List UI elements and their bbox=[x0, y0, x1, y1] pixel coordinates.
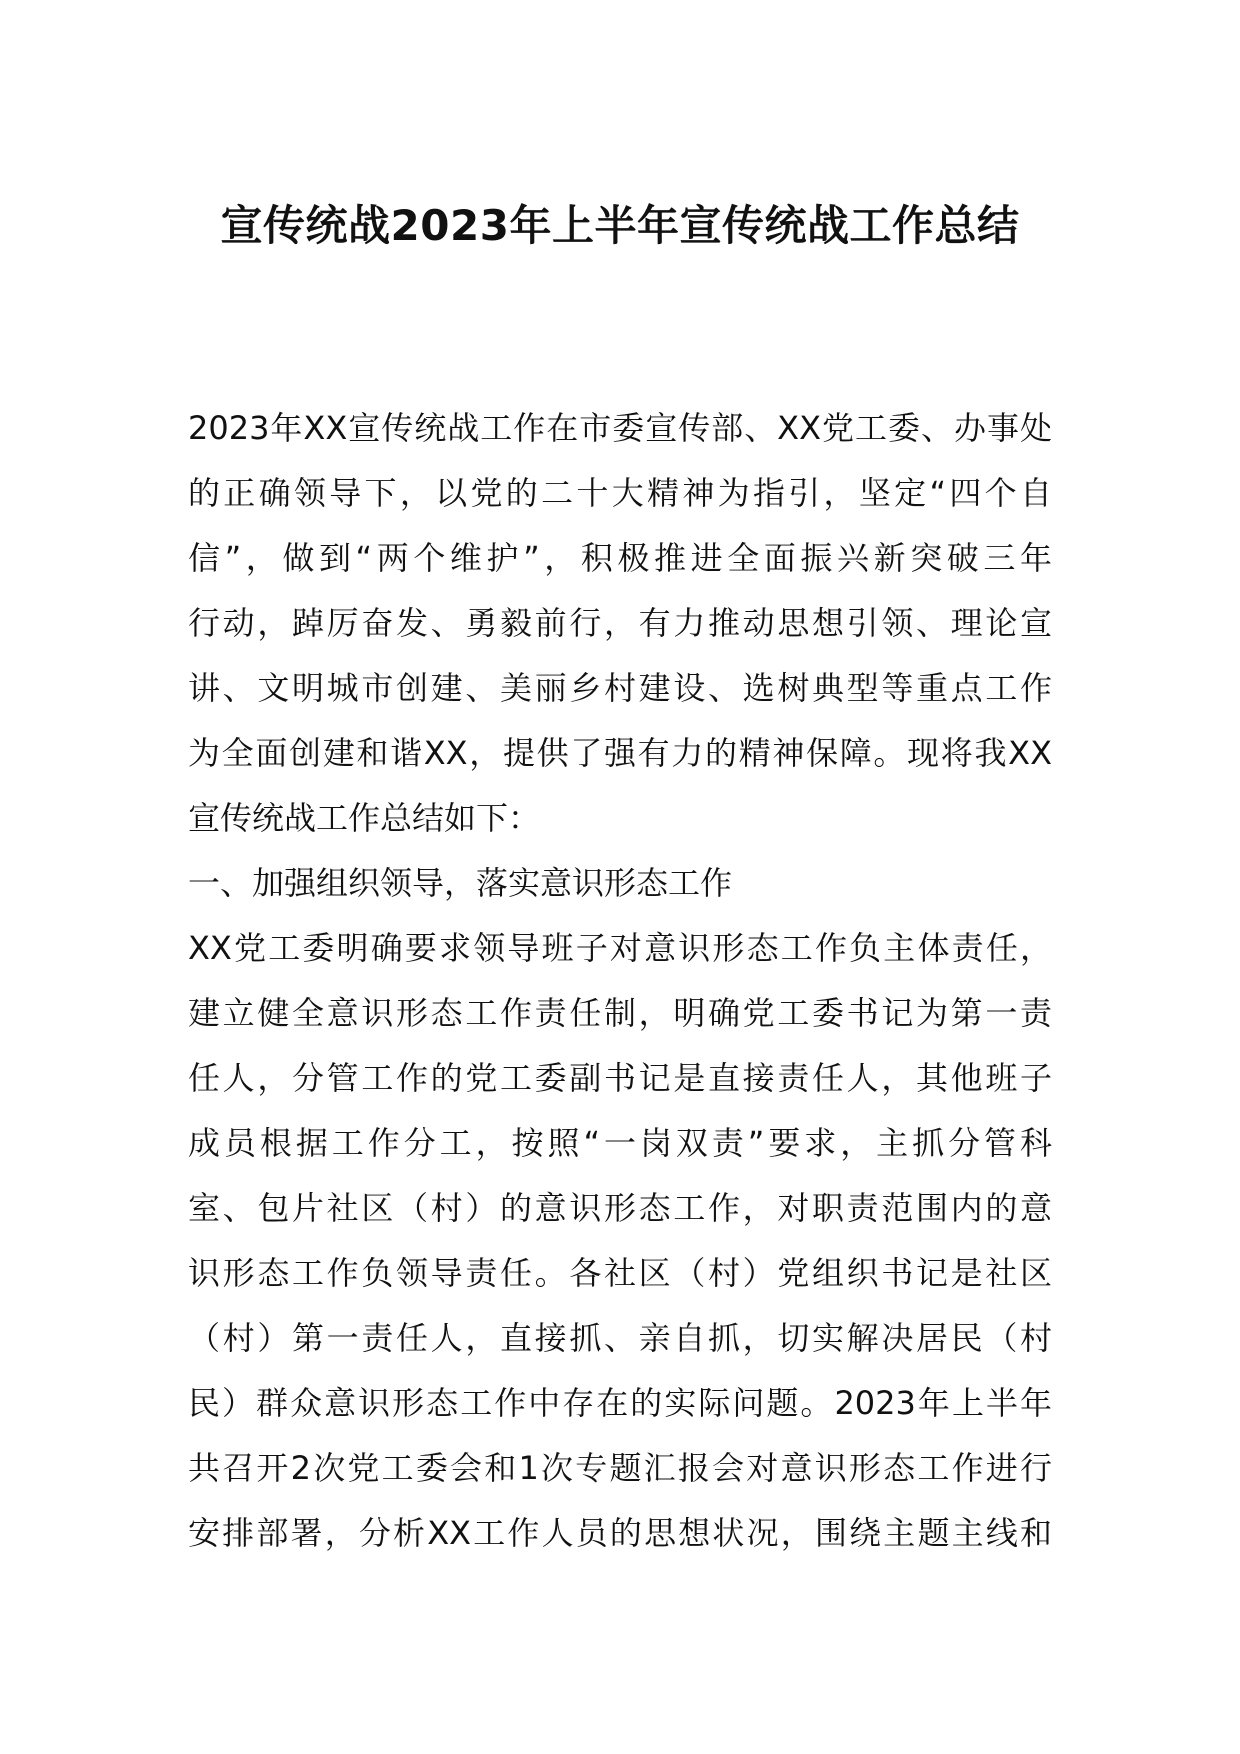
body-line: 民）群众意识形态工作中存在的实际问题。2023年上半年 bbox=[188, 1384, 1052, 1422]
body-line: 宣传统战工作总结如下： bbox=[188, 799, 541, 837]
body-line: XX党工委明确要求领导班子对意识形态工作负主体责任， bbox=[188, 929, 1052, 967]
section-heading: 一、加强组织领导，落实意识形态工作 bbox=[188, 864, 733, 902]
body-line: 2023年XX宣传统战工作在市委宣传部、XX党工委、办事处 bbox=[188, 409, 1052, 447]
body-line: 室、包片社区（村）的意识形态工作，对职责范围内的意 bbox=[188, 1189, 1052, 1227]
body-line: 成员根据工作分工，按照“一岗双责”要求，主抓分管科 bbox=[188, 1124, 1052, 1162]
body-line: 共召开2次党工委会和1次专题汇报会对意识形态工作进行 bbox=[188, 1449, 1052, 1487]
body-line: 识形态工作负领导责任。各社区（村）党组织书记是社区 bbox=[188, 1254, 1052, 1292]
body-line: 安排部署，分析XX工作人员的思想状况，围绕主题主线和 bbox=[188, 1514, 1052, 1552]
document-body bbox=[188, 396, 1052, 1566]
body-line: 任人，分管工作的党工委副书记是直接责任人，其他班子 bbox=[188, 1059, 1052, 1097]
body-line: 的正确领导下，以党的二十大精神为指引，坚定“四个自 bbox=[188, 474, 1052, 512]
document-title: 宣传统战2023年上半年宣传统战工作总结 bbox=[220, 201, 1020, 250]
body-line: 为全面创建和谐XX，提供了强有力的精神保障。现将我XX bbox=[188, 734, 1052, 772]
body-line: （村）第一责任人，直接抓、亲自抓，切实解决居民（村 bbox=[188, 1319, 1052, 1357]
body-line: 建立健全意识形态工作责任制，明确党工委书记为第一责 bbox=[188, 994, 1052, 1032]
body-line: 信”，做到“两个维护”，积极推进全面振兴新突破三年 bbox=[188, 539, 1052, 577]
body-line: 行动，踔厉奋发、勇毅前行，有力推动思想引领、理论宣 bbox=[188, 604, 1052, 642]
body-line: 讲、文明城市创建、美丽乡村建设、选树典型等重点工作 bbox=[188, 669, 1052, 707]
